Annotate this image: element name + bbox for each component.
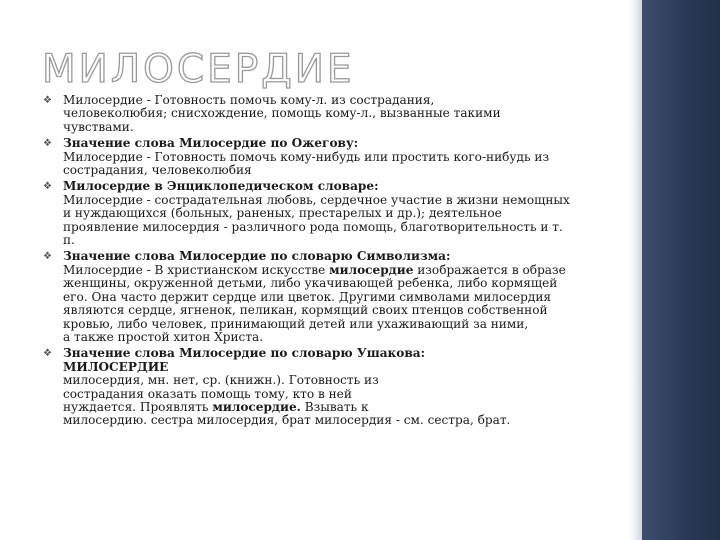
side-panel xyxy=(642,0,720,540)
item-text-line: кровью, либо человек, принимающий детей или ухаживающий за ними, xyxy=(63,316,529,331)
item-text-line: Милосердие - сострадательная любовь, сердечное участие в жизни немощных xyxy=(63,192,570,207)
emphasized-word: милосердие xyxy=(329,262,414,277)
item-text-line: его. Она часто держит сердце или цветок. Другими символами милосердия xyxy=(63,289,552,304)
list-item xyxy=(42,250,602,344)
list-item xyxy=(42,137,602,177)
item-text-line: п. xyxy=(63,233,75,248)
item-text-line: женщины, окруженной детьми, либо укачивающей ребенка, либо кормящей xyxy=(63,276,558,291)
item-heading: Милосердие в Энциклопедическом словаре: xyxy=(63,179,379,194)
item-heading: Значение слова Милосердие по словарю Символизма: xyxy=(63,249,451,264)
item-heading: Значение слова Милосердие по Ожегову: xyxy=(63,136,359,151)
item-text-segment: изображается в образе xyxy=(413,262,566,277)
item-text-line: проявление милосердия - различного рода помощь, благотворительность и т. xyxy=(63,219,563,234)
item-heading: Значение слова Милосердие по словарю Ушакова: xyxy=(63,346,426,361)
item-text-line: а также простой хитон Христа. xyxy=(63,329,264,344)
fleuron-bullet-icon: ❖ xyxy=(43,251,52,263)
list-item xyxy=(42,180,602,247)
side-panel-edge xyxy=(628,0,642,540)
list-item xyxy=(42,347,602,427)
fleuron-bullet-icon: ❖ xyxy=(43,95,52,106)
fleuron-bullet-icon: ❖ xyxy=(43,181,52,193)
item-text-line: человеколюбия; снисхождение, помощь кому-л., вызванные такими xyxy=(63,106,501,121)
item-text-segment: Взывать к xyxy=(300,399,369,414)
item-text-segment: нуждается. Проявлять xyxy=(63,399,213,414)
item-text-line: чувствами. xyxy=(63,119,134,134)
item-text-line: милосердия, мн. нет, ср. (книжн.). Готовность из xyxy=(63,373,379,388)
dictionary-headword: МИЛОСЕРДИЕ xyxy=(63,359,169,374)
item-text-line: Милосердие - Готовность помочь кому-л. из сострадания, xyxy=(63,93,435,107)
item-text-line: сострадания, человеколюбия xyxy=(63,163,252,178)
item-text-line: сострадания оказать помощь тому, кто в ней xyxy=(63,386,352,401)
list-item xyxy=(42,94,602,134)
item-text-line xyxy=(63,401,602,414)
item-text-line: и нуждающихся (больных, раненых, престарелых и др.); деятельное xyxy=(63,206,502,221)
item-text-line: Милосердие - Готовность помочь кому-нибудь или простить кого-нибудь из xyxy=(63,149,550,164)
fleuron-bullet-icon: ❖ xyxy=(43,138,52,150)
bullet-list xyxy=(42,94,602,431)
emphasized-word: милосердие. xyxy=(212,399,301,414)
item-text-line: милосердию. сестра милосердия, брат милосердия - см. сестра, брат. xyxy=(63,413,511,428)
item-text-line: являются сердце, ягненок, пеликан, кормящий своих птенцов собственной xyxy=(63,303,548,318)
fleuron-bullet-icon: ❖ xyxy=(43,348,52,360)
item-text-line xyxy=(63,264,602,277)
item-text-segment: Милосердие - В христианском искусстве xyxy=(63,262,330,277)
slide-title: МИЛОСЕРДИЕ xyxy=(42,47,355,92)
